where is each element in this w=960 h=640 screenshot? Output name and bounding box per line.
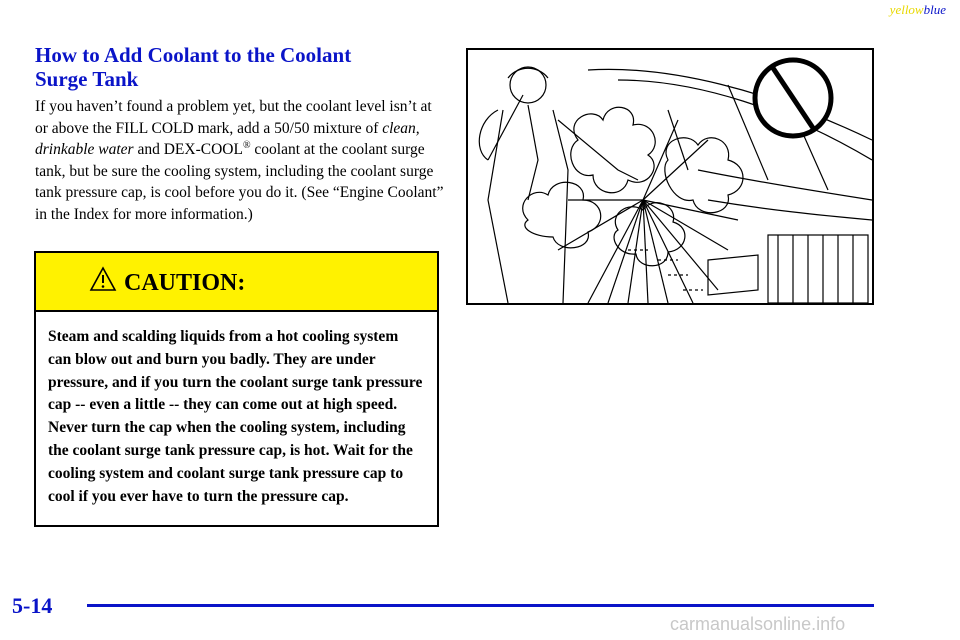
caution-text: Steam and scalding liquids from a hot cooling system can blow out and burn you badly. They are under pressure, and if you turn the coolant surge tank pressure cap -- even a little -- they can come out at high speed. Never turn the cap when the cooling system, including the coolant surge tank pressure cap, is hot. Wait for the cooling system and coolant surge tank pressure cap to cool if you ever have to turn the pressure cap. <box>48 328 423 505</box>
heading-line-1: How to Add Coolant to the Coolant <box>35 43 352 67</box>
paragraph-italic: clean, drinkable water <box>35 119 420 158</box>
registered-mark: ® <box>242 140 251 151</box>
caution-header <box>36 253 437 312</box>
page-number: 5-14 <box>12 593 53 618</box>
paragraph-part-3: coolant at the coolant surge tank, but be sure the cooling system, including the coolant surge tank pressure cap, is cool before you do it. (See “Engine Coolant” in the Index for more information.) <box>35 141 444 223</box>
caution-title: CAUTION: <box>124 270 246 296</box>
steam-burst-illustration <box>466 48 874 305</box>
section-heading <box>35 43 435 91</box>
caution-box <box>34 251 439 527</box>
color-tag-yellow: yellow <box>889 2 924 17</box>
prohibition-icon <box>755 60 831 136</box>
paragraph-part-1: If you haven’t found a problem yet, but the coolant level isn’t at or above the FILL COLD mark, add a 50/50 mixture of <box>35 98 432 137</box>
paragraph-part-2: and DEX-COOL <box>133 141 243 158</box>
color-tag <box>890 2 946 18</box>
watermark: carmanualsonline.info <box>670 614 846 634</box>
footer-rule <box>87 604 874 607</box>
heading-line-2: Surge Tank <box>35 67 139 91</box>
color-tag-blue: blue <box>923 2 946 17</box>
illustration-drawing <box>468 50 872 303</box>
warning-triangle-icon <box>89 266 117 292</box>
intro-paragraph <box>35 96 445 225</box>
